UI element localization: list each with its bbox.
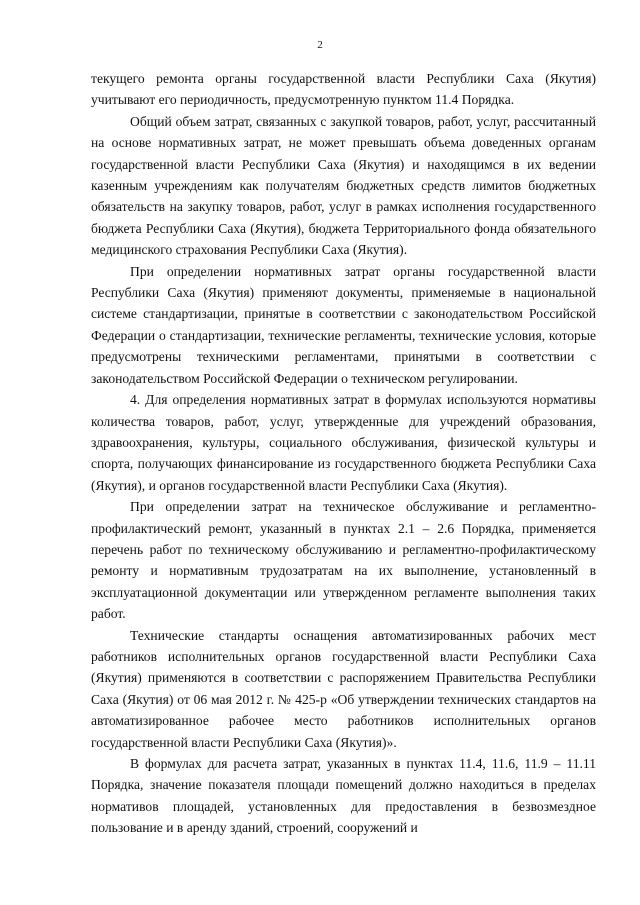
paragraph-workstation-standards: Технические стандарты оснащения автоматизированных рабочих мест работников исполнительных органов государственной власти Республики Саха (Якутия) применяются в соответствии с распоряжением Правительства Республики Саха (Якутия) от 06 мая 2012 г. № 425-р «Об утверждении технических стандартов на автоматизированное рабочее место работников исполнительных органов государственной власти Республики Саха (Якутия)».: [91, 627, 596, 750]
paragraph-premises-area-formulas: В формулах для расчета затрат, указанных в пунктах 11.4, 11.6, 11.9 – 11.11 Порядка, значение показателя площади помещений должно находиться в пределах нормативов площадей, установленных для предоставления в безвозмездное пользование и в аренду зданий, строений, сооружений и: [91, 756, 596, 836]
paragraph-total-cost-limit: Общий объем затрат, связанных с закупкой товаров, работ, услуг, рассчитанный на основе нормативных затрат, не может превышать объема доведенных органам государственной власти Республики Саха (Якутия) и находящимся в их ведении казенным учреждениям как получателям бюджетных средств лимитов бюджетных обязательств на закупку товаров, работ, услуг в рамках исполнения государственного бюджета Республики Саха (Якутия), бюджета Территориального фонда обязательного медицинского страхования Республики Саха (Якутия).: [91, 113, 596, 258]
document-body: [91, 68, 596, 839]
paragraph-maintenance-costs: При определении затрат на техническое обслуживание и регламентно-профилактический ремонт, указанный в пунктах 2.1 – 2.6 Порядка, применяется перечень работ по техническому обслуживанию и регламентно-профилактическому ремонту и нормативным трудозатратам на их выполнение, установленный в эксплуатационной документации или утвержденном регламенте выполнения таких работ.: [91, 499, 596, 622]
paragraph-item-4-quantity-norms: 4. Для определения нормативных затрат в формулах используются нормативы количества товаров, работ, услуг, утвержденные для учреждений образования, здравоохранения, культуры, социального обслуживания, физической культуры и спорта, получающих финансирование из государственного бюджета Республики Саха (Якутия), и органов государственной власти Республики Саха (Якутия).: [91, 392, 596, 493]
page-number: 2: [317, 39, 323, 51]
paragraph-continuation: текущего ремонта органы государственной власти Республики Саха (Якутия) учитывают его периодичность, предусмотренную пунктом 11.4 Порядка.: [91, 71, 596, 108]
paragraph-standardization-documents: При определении нормативных затрат органы государственной власти Республики Саха (Якутия) применяют документы, применяемые в национальной системе стандартизации, принятые в соответствии с законодательством Российской Федерации о стандартизации, технические регламенты, технические условия, которые предусмотрены техническими регламентами, принятыми в соответствии с законодательством Российской Федерации о техническом регулировании.: [91, 263, 596, 386]
